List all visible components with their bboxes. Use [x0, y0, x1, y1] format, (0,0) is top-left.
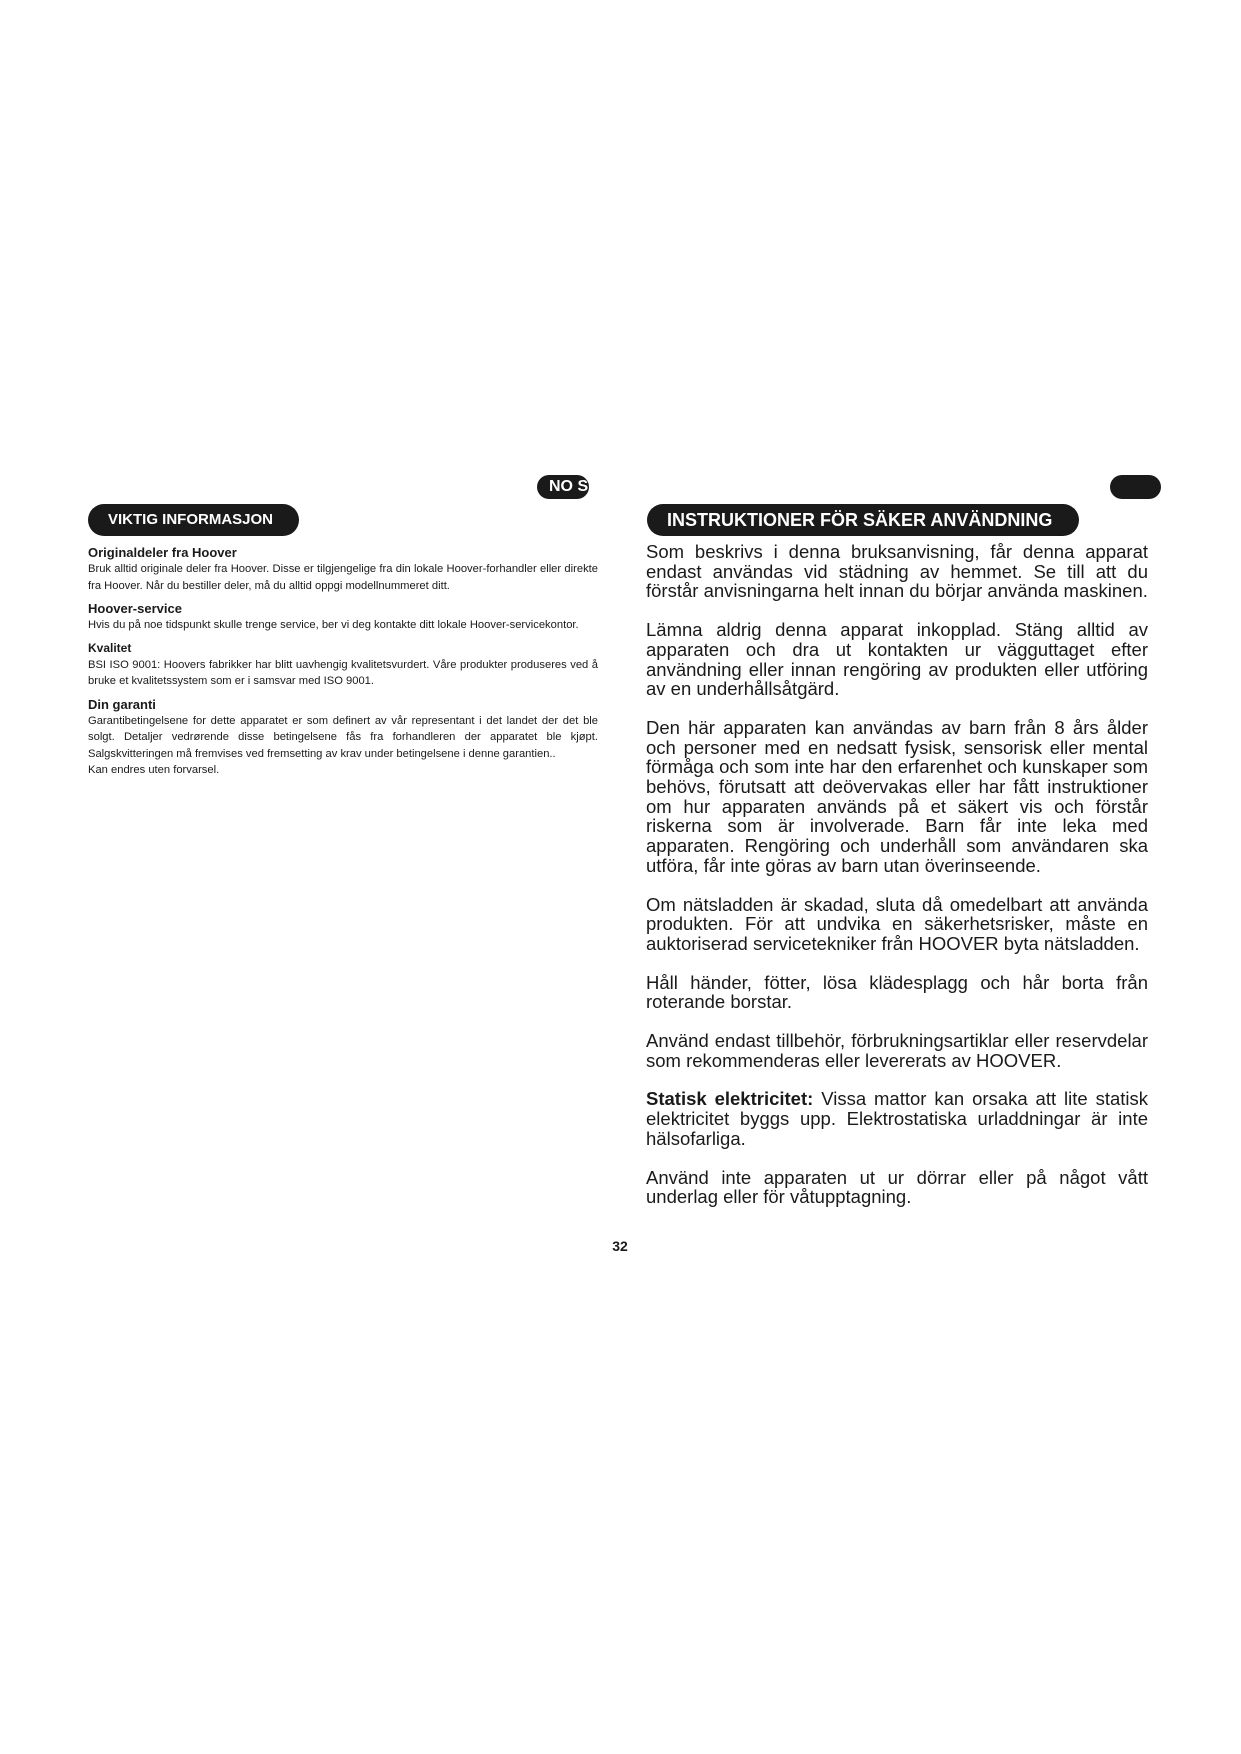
paragraph-unplug: Lämna aldrig denna apparat inkopplad. Stäng alltid av apparaten och dra ut kontakten ur vägguttaget efter användning eller innan rengöring av produkten eller utföring av en underhållsåtgärd.	[646, 619, 1148, 700]
paragraph-static-electricity	[646, 1089, 1148, 1148]
static-electricity-label: Statisk elektricitet:	[646, 1088, 814, 1110]
paragraph-power-cord: Om nätsladden är skadad, sluta då omedelbart att använda produkten. För att undvika en säkerhetsrisker, måste en auktoriserad servicetekniker från HOOVER byta nätsladden.	[646, 893, 1148, 954]
paragraph-usage: Som beskrivs i denna bruksanvisning, får denna apparat endast användas vid städning av hemmet. Se till att du förstår anvisningarna helt innan du börjar använda maskinen.	[646, 541, 1148, 602]
left-column	[88, 544, 598, 785]
section-note-forvarsel: Kan endres uten forvarsel.	[88, 764, 220, 776]
section-body-din-garanti: Garantibetingelsene for dette apparatet er som definert av vår representant i det landet der det ble solgt. Detaljer vedrørende disse betingelsene fås fra forhandleren der apparatet ble kjøpt. Salgskvitteringen må fremvises ved fremsetting av krav under betingelsene i denne garantien..	[88, 714, 598, 760]
section-title-originaldeler: Originaldeler fra Hoover	[88, 545, 237, 560]
paragraph-outdoor-wet: Använd inte apparaten ut ur dörrar eller på något vått underlag eller för våtupptagning.	[646, 1166, 1148, 1208]
heading-instruktioner-saker-anvandning: INSTRUKTIONER FÖR SÄKER ANVÄNDNING	[647, 504, 1079, 536]
section-body-kvalitet: BSI ISO 9001: Hoovers fabrikker har blitt uavhengig kvalitetsvurdert. Våre produkter produseres ved å bruke et kvalitetssystem som er i samsvar med ISO 9001.	[88, 658, 598, 687]
paragraph-children: Den här apparaten kan användas av barn från 8 års ålder och personer med en nedsatt fysisk, sensorisk eller mental förmåga och som inte har den erfarenhet och kunskaper som behövs, förutsatt att deövervakas eller har fått instruktioner om hur apparaten används på et säkert vis och förstår riskerna som är involverade. Barn får inte leka med apparaten. Rengöring och underhåll som användaren ska utföra, får inte göras av barn utan överinseende.	[646, 716, 1148, 876]
paragraph-rotating-brushes: Håll händer, fötter, lösa klädesplagg och hår borta från roterande borstar.	[646, 971, 1148, 1013]
heading-viktig-informasjon: VIKTIG INFORMASJON	[88, 504, 299, 536]
section-title-din-garanti: Din garanti	[88, 696, 156, 712]
language-tab-se	[1110, 475, 1161, 499]
page-number: 32	[612, 1238, 628, 1254]
section-title-hoover-service: Hoover-service	[88, 601, 182, 616]
right-column	[646, 542, 1148, 1226]
paragraph-accessories: Använd endast tillbehör, förbrukningsartiklar eller reservdelar som rekommenderas eller levererats av HOOVER.	[646, 1030, 1148, 1071]
section-body-originaldeler: Bruk alltid originale deler fra Hoover. Disse er tilgjengelige fra din lokale Hoover-forhandler eller direkte fra Hoover. Når du bestiller deler, må du alltid oppgi modellnummeret ditt.	[88, 563, 598, 592]
section-title-kvalitet: Kvalitet	[88, 640, 132, 655]
static-electricity-text: Vissa mattor kan orsaka att lite statisk elektricitet byggs upp. Elektrostatiska urladdningar är inte hälsofarliga.	[646, 1088, 1148, 1149]
section-body-hoover-service: Hvis du på noe tidspunkt skulle trenge service, ber vi deg kontakte ditt lokale Hoover-servicekontor.	[88, 619, 579, 631]
language-tab-no: NO S	[537, 475, 589, 499]
